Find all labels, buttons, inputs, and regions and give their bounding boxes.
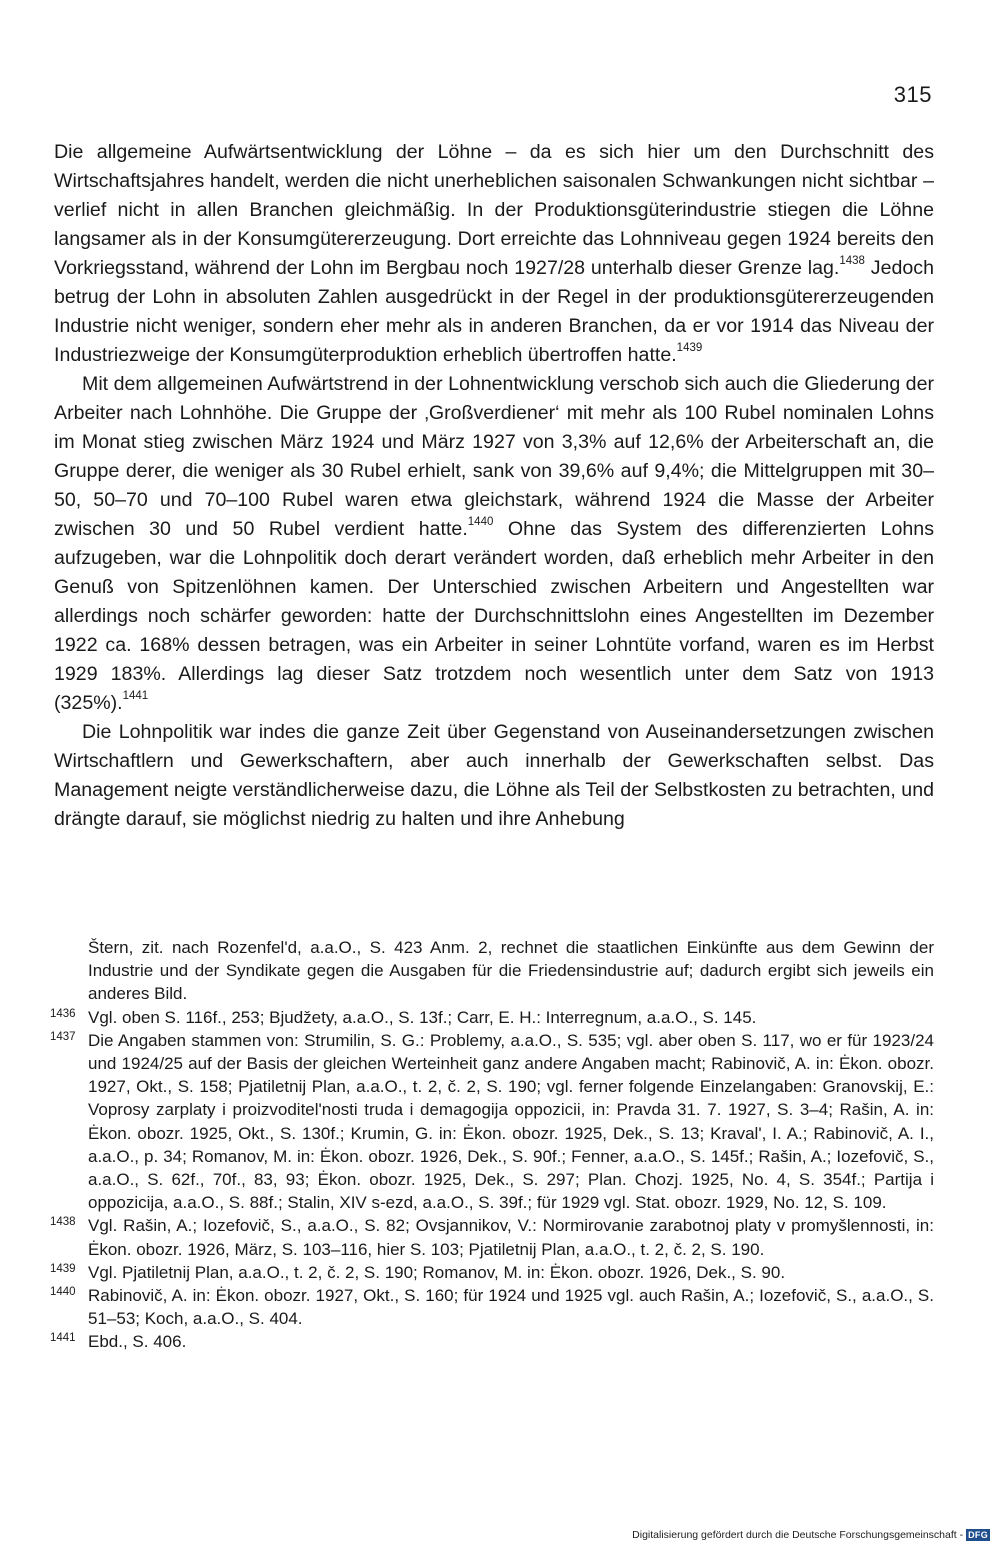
footnote-ref-1439: 1439 bbox=[676, 342, 703, 355]
page-number: 315 bbox=[893, 82, 932, 107]
footnote-1437 bbox=[50, 1029, 934, 1215]
dfg-logo: DFG bbox=[968, 1530, 988, 1540]
paragraph-1-part-a: Die allgemeine Aufwärtsentwicklung der Löhne – da es sich hier um den Durchschnitt des Wirtschaftsjahres handelt, werden die nicht unerheblichen saisonalen Schwankungen nicht sichtbar – verlief nicht in allen Branchen gleichmäßig. In der Produktionsgüterindustrie stiegen die Löhne langsamer als in der Konsumgütererzeugung. Dort erreichte das Lohnniveau gegen 1924 bereits den Vorkriegsstand, während der Lohn im Bergbau noch 1927/28 unterhalb dieser Grenze lag. bbox=[54, 141, 934, 279]
footnote-1441 bbox=[50, 1330, 934, 1353]
digitization-footer bbox=[632, 1529, 990, 1541]
footnote-ref-1441: 1441 bbox=[122, 690, 149, 703]
footnote-number: 1440 bbox=[50, 1286, 76, 1299]
footnote-number: 1436 bbox=[50, 1007, 76, 1020]
footnote-1438 bbox=[50, 1214, 934, 1260]
footnote-text: Vgl. oben S. 116f., 253; Bjudžety, a.a.O., S. 13f.; Carr, E. H.: Interregnum, a.a.O., S. 145. bbox=[88, 1007, 757, 1027]
paragraph-1 bbox=[54, 138, 934, 370]
footnote-number: 1437 bbox=[50, 1030, 76, 1043]
footnote-1440 bbox=[50, 1284, 934, 1330]
paragraph-2-part-a: Mit dem allgemeinen Aufwärtstrend in der Lohnentwicklung verschob sich auch die Gliederung der Arbeiter nach Lohnhöhe. Die Gruppe der ‚Großverdiener‘ mit mehr als 100 Rubel nominalen Lohns im Monat stieg zwischen März 1924 und März 1927 von 3,3% auf 12,6% der Arbeiterschaft an, die Gruppe derer, die weniger als 30 Rubel erhielt, sank von 39,6% auf 9,4%; die Mittelgruppen mit 30–50, 50–70 und 70–100 Rubel waren etwa gleichstark, während 1924 die Masse der Arbeiter zwischen 30 und 50 Rubel verdient hatte. bbox=[54, 373, 934, 540]
footer-text: Digitalisierung gefördert durch die Deutsche Forschungsgemeinschaft - bbox=[632, 1529, 964, 1541]
paragraph-3: Die Lohnpolitik war indes die ganze Zeit über Gegenstand von Auseinandersetzungen zwischen Wirtschaftlern und Gewerkschaftern, aber auch innerhalb der Gewerkschaften selbst. Das Management neigte verständlicherweise dazu, die Löhne als Teil der Selbstkosten zu betrachten, und drängte darauf, sie möglichst niedrig zu halten und ihre Anhebung bbox=[54, 721, 934, 830]
footnote-number: 1441 bbox=[50, 1332, 76, 1345]
footnote-1436 bbox=[50, 1006, 934, 1029]
footnote-text: Die Angaben stammen von: Strumilin, S. G.: Problemy, a.a.O., S. 535; vgl. aber oben S. 117, wo er für 1923/24 und 1924/25 auf der Basis der gleichen Werteinheit ganz andere Angaben macht; Rabinovič, A. in: Ėkon. obozr. 1927, Okt., S. 158; Pjatiletnij Plan, a.a.O., t. 2, č. 2, S. 190; vgl. ferner folgende Einzelangaben: Granovskij, E.: Voprosy zarplaty i proizvoditel'nosti truda i demagogija oppozicii, in: Pravda 31. 7. 1927, S. 3–4; Rašin, A. in: Ėkon. obozr. 1925, Okt., S. 130f.; Krumin, G. in: Ėkon. obozr. 1925, Dek., S. 13; Kraval', I. A.; Rabinovič, A. I., a.a.O., p. 34; Romanov, M. in: Ėkon. obozr. 1926, Dek., S. 90f.; Fenner, a.a.O., S. 145f.; Rašin, A.; Iozefovič, S., a.a.O., S. 62f., 70f., 83, 93; Ėkon. obozr. 1925, Dek., S. 297; Plan. Chozj. 1925, No. 4, S. 354f.; Partija i oppozicija, a.a.O., S. 88f.; Stalin, XIV s-ezd, a.a.O., S. 39f.; für 1929 vgl. Stat. obozr. 1929, No. 12, S. 109. bbox=[88, 1030, 934, 1213]
footnote-number: 1438 bbox=[50, 1216, 76, 1229]
paragraph-2 bbox=[54, 370, 934, 718]
footnote-number: 1439 bbox=[50, 1262, 76, 1275]
footnote-ref-1438: 1438 bbox=[839, 255, 865, 268]
footnote-ref-1440: 1440 bbox=[467, 516, 494, 529]
footnote-continuation bbox=[50, 936, 934, 1006]
paragraph-2-part-b: Ohne das System des differenzierten Lohns aufzugeben, war die Lohnpolitik doch derart verändert worden, daß erheblich mehr Arbeiter in den Genuß von Spitzenlöhnen kamen. Der Unterschied zwischen Arbeitern und Angestellten war allerdings noch schärfer geworden: hatte der Durchschnittslohn eines Angestellten im Dezember 1922 ca. 168% dessen betragen, was ein Arbeiter in seiner Lohntüte vorfand, waren es im Herbst 1929 183%. Allerdings lag dieser Satz trotzdem noch wesentlich unter dem Satz von 1913 (325%). bbox=[54, 518, 934, 714]
main-text bbox=[54, 138, 934, 834]
footnotes bbox=[50, 936, 934, 1354]
footnote-1439 bbox=[50, 1261, 934, 1284]
footnote-text: Vgl. Pjatiletnij Plan, a.a.O., t. 2, č. 2, S. 190; Romanov, M. in: Ėkon. obozr. 1926, Dek., S. 90. bbox=[88, 1262, 786, 1282]
footnote-text: Rabinovič, A. in: Ėkon. obozr. 1927, Okt., S. 160; für 1924 und 1925 vgl. auch Rašin, A.; Iozefovič, S., a.a.O., S. 51–53; Koch, a.a.O., S. 404. bbox=[88, 1286, 934, 1329]
paragraph-1-part-b: Jedoch betrug der Lohn in absoluten Zahlen ausgedrückt in der Regel in der produktionsgütererzeugenden Industrie nicht weniger, sondern eher mehr als in anderen Branchen, da er vor 1914 das Niveau der Industriezweige der Konsumgüterproduktion erheblich übertroffen hatte. bbox=[54, 257, 934, 366]
footnote-text: Vgl. Rašin, A.; Iozefovič, S., a.a.O., S. 82; Ovsjannikov, V.: Normirovanie zarabotnoj platy v promyšlennosti, in: Ėkon. obozr. 1926, März, S. 103–116, hier S. 103; Pjatiletnij Plan, a.a.O., t. 2, č. 2, S. 190. bbox=[88, 1216, 934, 1259]
footnote-continuation-text: Štern, zit. nach Rozenfel'd, a.a.O., S. 423 Anm. 2, rechnet die staatlichen Einkünfte aus dem Gewinn der Industrie und der Syndikate gegen die Ausgaben für die Friedensindustrie auf; dadurch ergibt sich jeweils ein anderes Bild. bbox=[88, 938, 934, 1004]
footnote-text: Ebd., S. 406. bbox=[88, 1332, 187, 1352]
